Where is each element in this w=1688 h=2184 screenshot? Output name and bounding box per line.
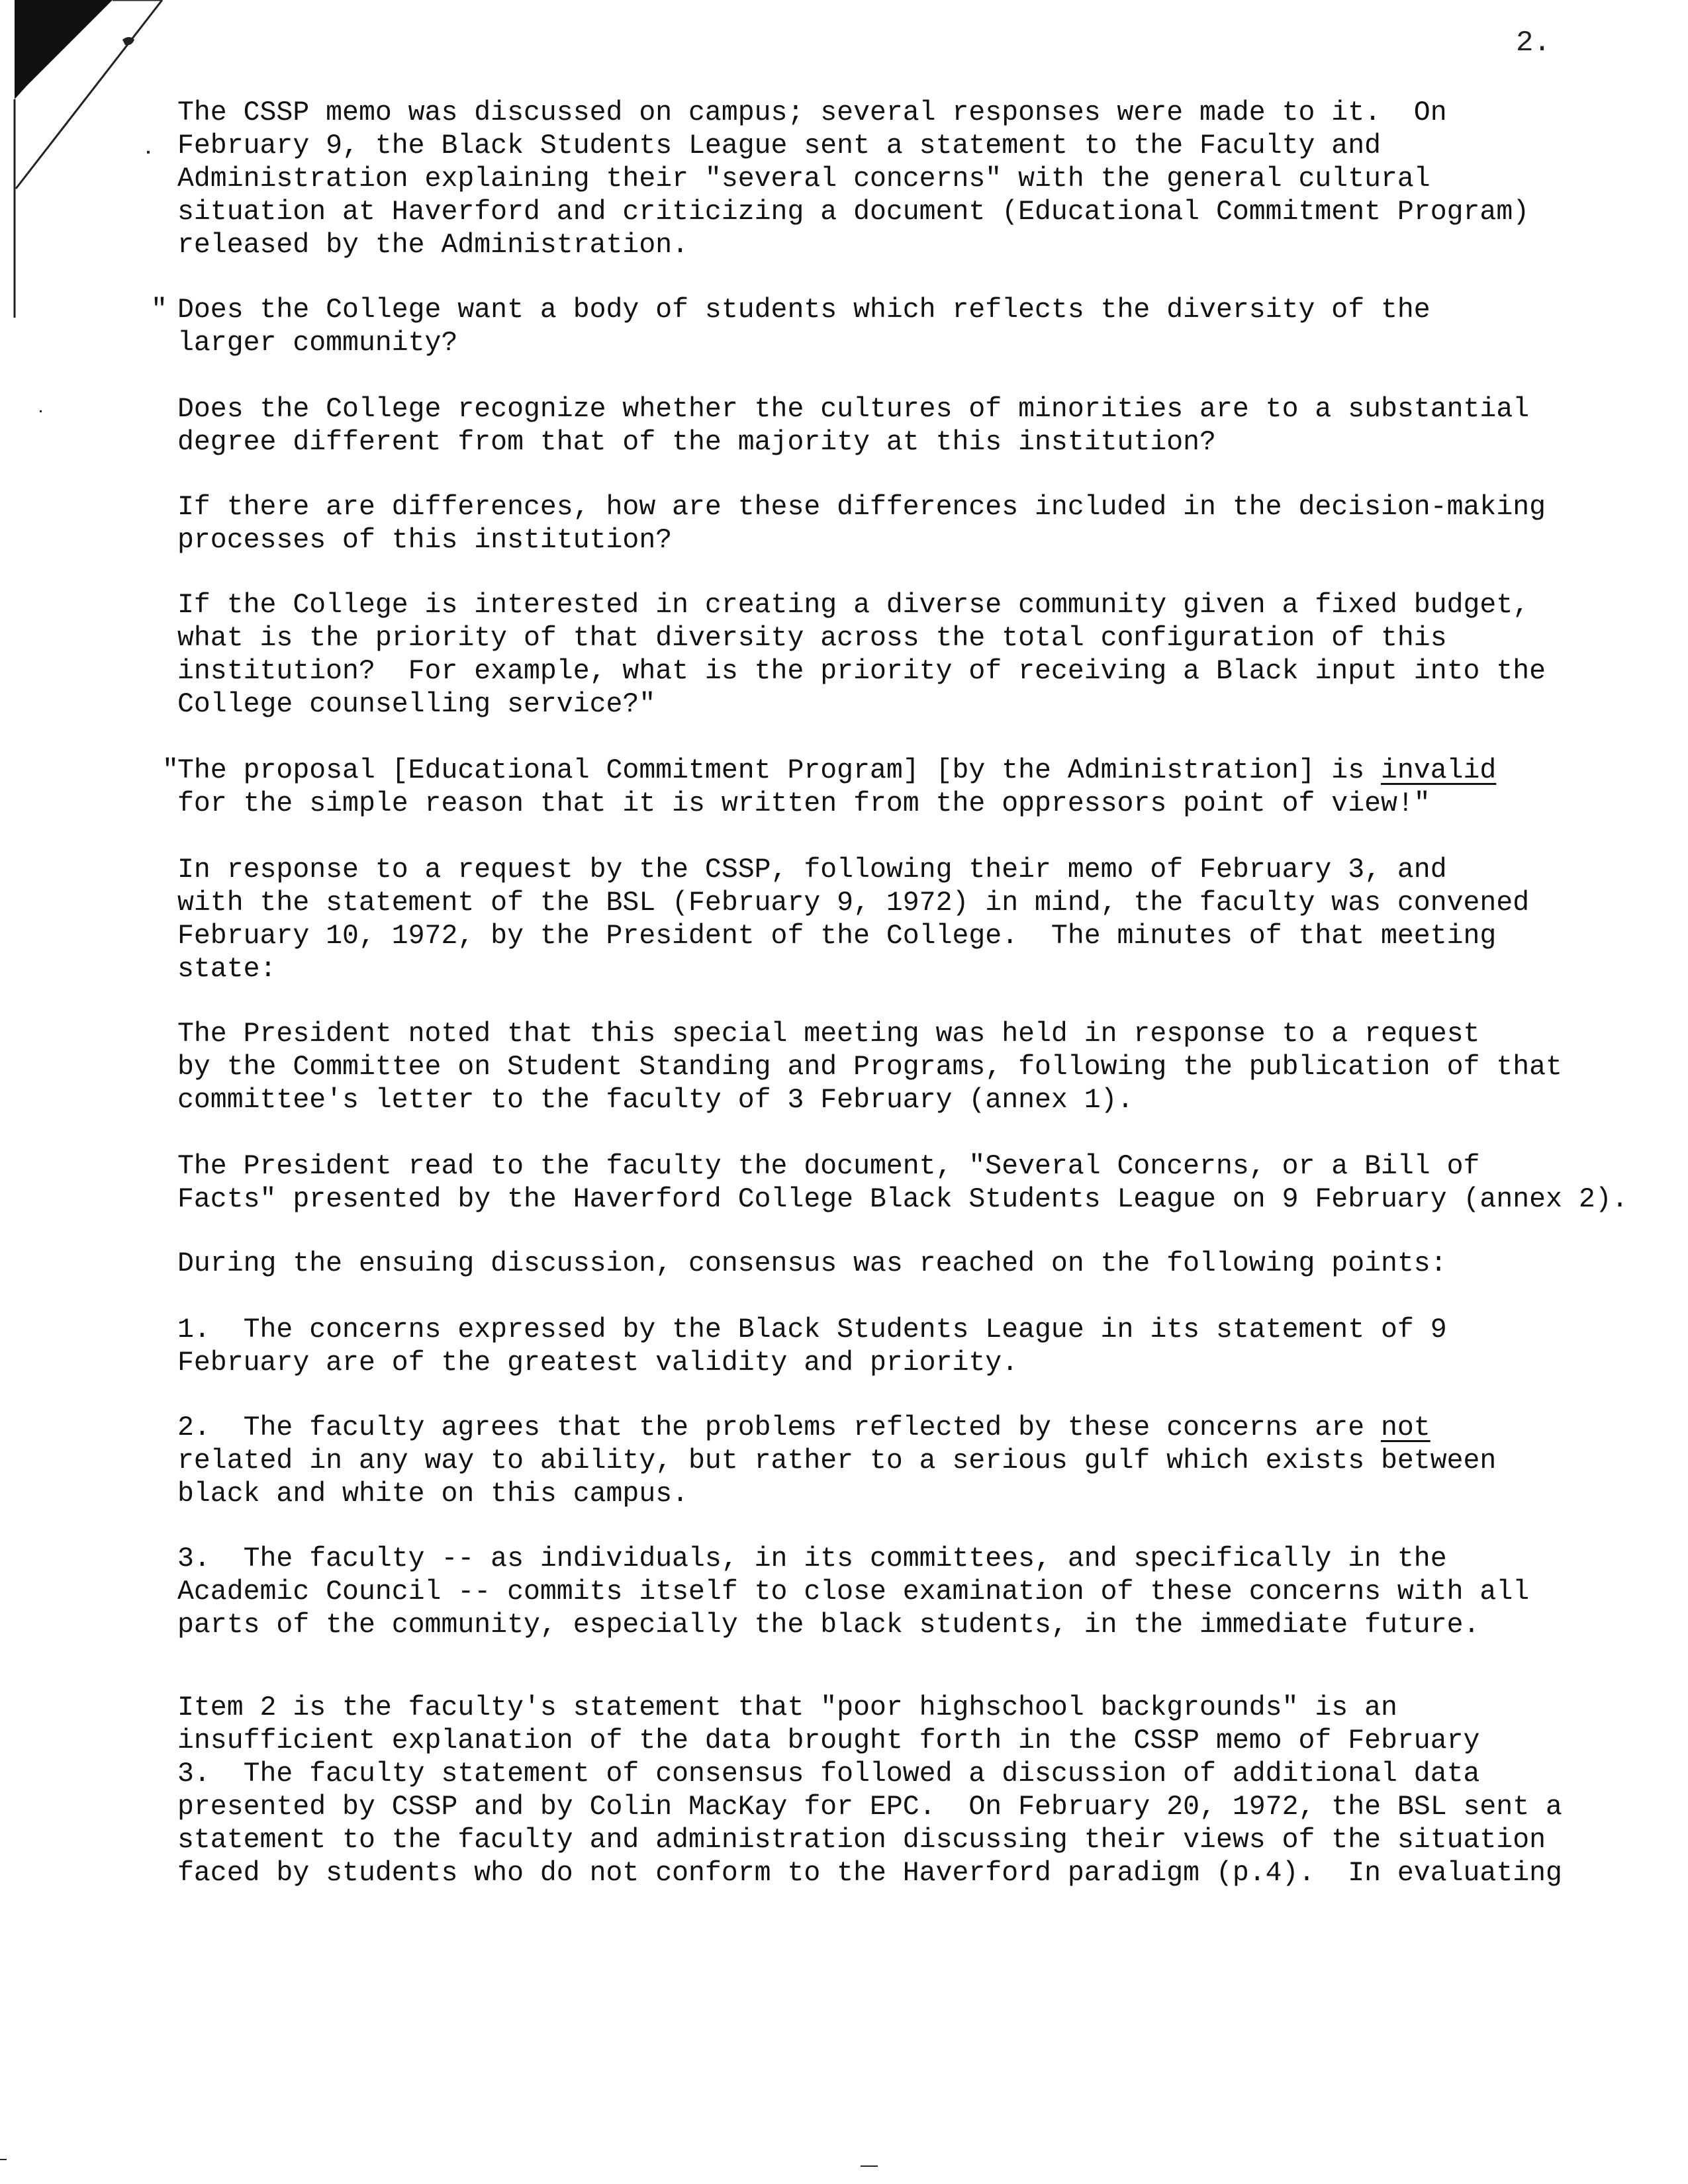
- text-line: February are of the greatest validity and priority.: [177, 1347, 1019, 1379]
- open-quote-mark: ": [151, 295, 167, 326]
- text-line: statement to the faculty and administration discussing their views of the situation: [177, 1825, 1546, 1856]
- text-line: February 10, 1972, by the President of the College. The minutes of that meeting: [177, 921, 1497, 952]
- text-line: state:: [177, 954, 277, 985]
- text-segment: The proposal [Educational Commitment Program] [by the Administration] is: [177, 755, 1381, 786]
- text-line: black and white on this campus.: [177, 1479, 689, 1510]
- text-line: If the College is interested in creating a diverse community given a fixed budget,: [177, 590, 1530, 621]
- text-line: larger community?: [177, 328, 458, 359]
- text-line: Does the College want a body of students which reflects the diversity of the: [177, 295, 1430, 326]
- text-segment: 2. The faculty agrees that the problems reflected by these concerns are: [177, 1412, 1381, 1443]
- text-line: released by the Administration.: [177, 230, 689, 261]
- underlined-word-not: not: [1381, 1412, 1430, 1443]
- text-line: Administration explaining their "several concerns" with the general cultural: [177, 163, 1430, 195]
- text-line: 1. The concerns expressed by the Black Students League in its statement of 9: [177, 1314, 1447, 1345]
- scan-speck: [0, 2159, 7, 2160]
- text-line: The President read to the faculty the document, "Several Concerns, or a Bill of: [177, 1151, 1480, 1182]
- text-line: Academic Council -- commits itself to close examination of these concerns with all: [177, 1576, 1530, 1608]
- text-line: 3. The faculty statement of consensus followed a discussion of additional data: [177, 1758, 1480, 1790]
- text-line: Item 2 is the faculty's statement that "poor highschool backgrounds" is an: [177, 1692, 1397, 1723]
- text-line: for the simple reason that it is written from the oppressors point of view!": [177, 788, 1430, 819]
- text-line: insufficient explanation of the data brought forth in the CSSP memo of February: [177, 1725, 1480, 1756]
- text-line: The CSSP memo was discussed on campus; several responses were made to it. On: [177, 97, 1447, 128]
- folded-corner-artifact: [0, 0, 172, 318]
- text-line: 3. The faculty -- as individuals, in its committees, and specifically in the: [177, 1543, 1447, 1574]
- text-line: Facts" presented by the Haverford College Black Students League on 9 February (annex 2).: [177, 1184, 1628, 1215]
- open-quote-mark: ": [162, 755, 179, 786]
- text-line: Does the College recognize whether the cultures of minorities are to a substantial: [177, 394, 1530, 425]
- scan-speck: [861, 2165, 878, 2167]
- text-line: In response to a request by the CSSP, following their memo of February 3, and: [177, 854, 1447, 886]
- underlined-word-invalid: invalid: [1381, 755, 1497, 786]
- text-line: presented by CSSP and by Colin MacKay for EPC. On February 20, 1972, the BSL sent a: [177, 1792, 1562, 1823]
- text-line: processes of this institution?: [177, 525, 673, 556]
- text-line: related in any way to ability, but rather to a serious gulf which exists between: [177, 1445, 1497, 1477]
- text-line: situation at Haverford and criticizing a document (Educational Commitment Program): [177, 197, 1530, 228]
- text-line: degree different from that of the majority at this institution?: [177, 427, 1216, 458]
- text-line: parts of the community, especially the black students, in the immediate future.: [177, 1610, 1480, 1641]
- page-number: 2.: [1516, 26, 1551, 60]
- text-line: committee's letter to the faculty of 3 February (annex 1).: [177, 1085, 1134, 1116]
- text-line: with the statement of the BSL (February 9, 1972) in mind, the faculty was convened: [177, 887, 1530, 919]
- text-line: February 9, the Black Students League sent a statement to the Faculty and: [177, 130, 1381, 161]
- text-line: [177, 754, 1496, 788]
- scan-speck: [40, 410, 42, 412]
- scan-speck: [147, 151, 150, 154]
- text-line: College counselling service?": [177, 689, 656, 720]
- text-line: [177, 1412, 1430, 1445]
- text-line: During the ensuing discussion, consensus was reached on the following points:: [177, 1248, 1447, 1279]
- text-line: faced by students who do not conform to the Haverford paradigm (p.4). In evaluating: [177, 1858, 1562, 1889]
- text-line: The President noted that this special meeting was held in response to a request: [177, 1019, 1480, 1050]
- text-line: by the Committee on Student Standing and Programs, following the publication of that: [177, 1052, 1562, 1083]
- text-line: If there are differences, how are these differences included in the decision-making: [177, 492, 1546, 523]
- text-line: institution? For example, what is the priority of receiving a Black input into the: [177, 656, 1546, 687]
- text-line: what is the priority of that diversity across the total configuration of this: [177, 623, 1447, 654]
